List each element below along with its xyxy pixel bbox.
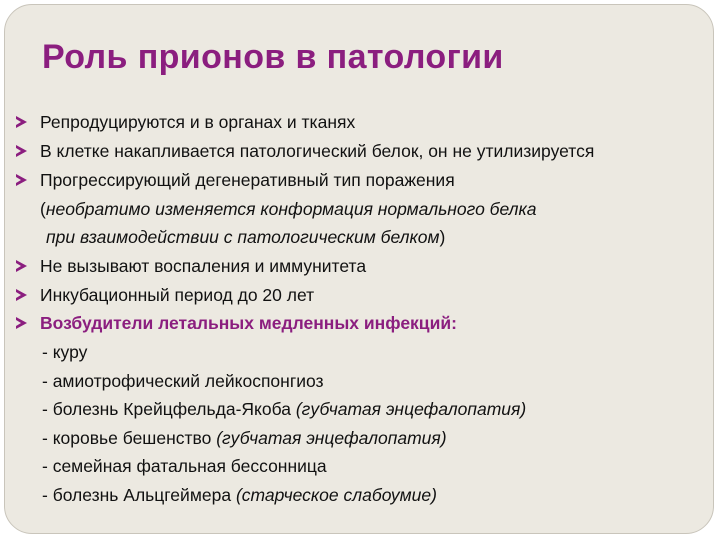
bullet-text: Прогрессирующий дегенеративный тип поражения (40, 170, 455, 190)
arrow-bullet-icon (16, 289, 27, 301)
arrow-bullet-icon (16, 174, 27, 186)
arrow-bullet-icon (16, 317, 27, 329)
infection-detail: (губчатая энцефалопатия) (295, 399, 527, 419)
bullet-text: Инкубационный период до 20 лет (40, 285, 315, 305)
bullet-text-highlight: Возбудители летальных медленных инфекций: (40, 313, 457, 333)
infection-name: - семейная фатальная бессонница (42, 456, 327, 476)
note-text-line-2: при взаимодействии с патологическим белком (46, 227, 440, 247)
infection-name: - болезнь Крейцфельда-Якоба (42, 399, 291, 419)
note-text-line-1: необратимо изменяется конформация нормального белка (45, 199, 537, 219)
infection-detail: (губчатая энцефалопатия) (216, 428, 447, 448)
bullet-text: Не вызывают воспаления и иммунитета (40, 256, 367, 276)
bullet-text: Репродуцируются и в органах и тканях (40, 112, 356, 132)
note-open-paren: ( (40, 199, 46, 219)
arrow-bullet-icon (16, 116, 27, 128)
infection-name: - амиотрофический лейкоспонгиоз (42, 371, 324, 391)
infection-name: - болезнь Альцгеймера (42, 485, 232, 505)
arrow-bullet-icon (16, 260, 27, 272)
arrow-bullet-icon (16, 145, 27, 157)
infection-detail: (старческое слабоумие) (235, 485, 437, 505)
slide-title: Роль прионов в патологии (42, 38, 504, 76)
infection-name: - куру (42, 342, 88, 362)
bullet-text: В клетке накапливается патологический белок, он не утилизируется (40, 141, 595, 161)
note-close-paren: ) (439, 227, 446, 247)
infection-name: - коровье бешенство (42, 428, 212, 448)
